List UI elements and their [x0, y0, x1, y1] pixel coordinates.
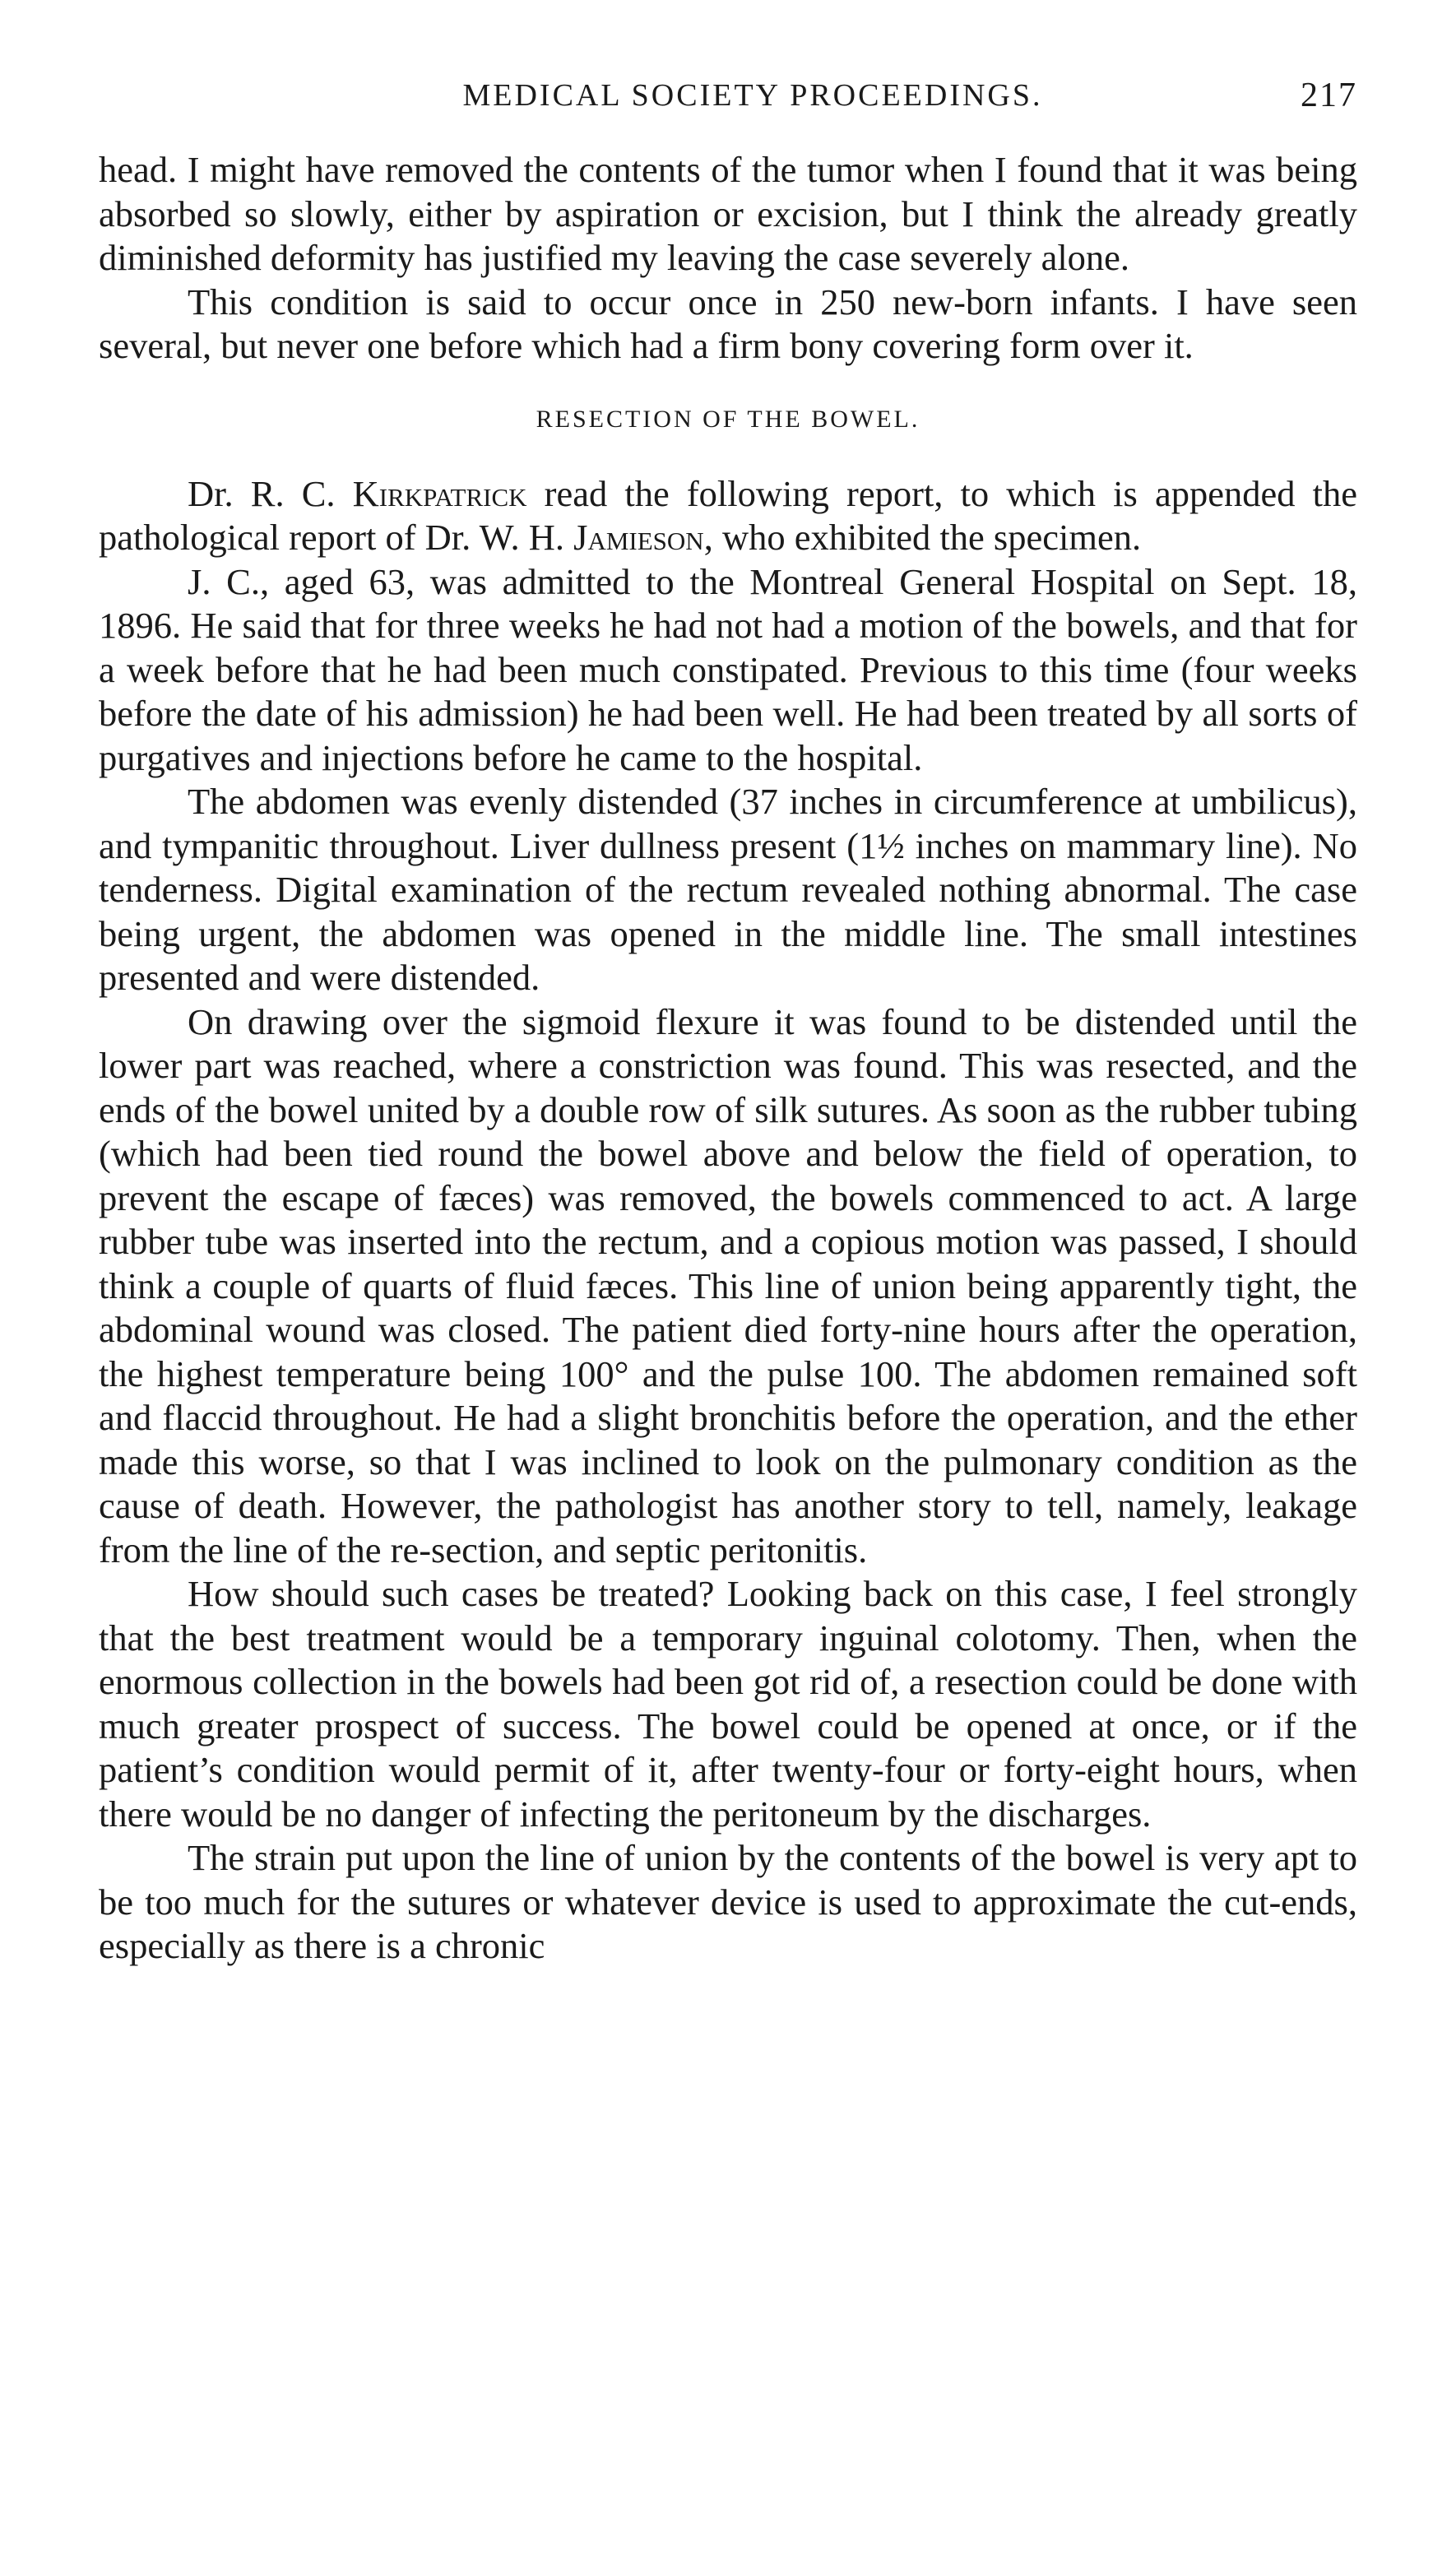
section-paragraph-4: On drawing over the sigmoid flexure it was found to be distended until the lower part was reached, where a constriction was found. This was resected, and the ends of the bowel united by a double row of silk sutures. As soon as the rubber tubing (which had been tied round the bowel above and below the field of operation, to prevent the escape of fæces) was removed, the bowels commenced to act. A large rubber tube was inserted into the rectum, and a copious motion was passed, I should think a couple of quarts of fluid fæces. This line of union being apparently tight, the abdominal wound was closed. The patient died forty-nine hours after the operation, the highest temperature being 100° and the pulse 100. The abdomen remained soft and flaccid throughout. He had a slight bronchitis before the operation, and the ether made this worse, so that I was inclined to look on the pulmonary condition as the cause of death. However, the pathologist has another story to tell, namely, leakage from the line of the re-section, and septic peritonitis.	[99, 1000, 1357, 1570]
section-paragraph-3: The abdomen was evenly distended (37 inches in circumference at umbilicus), and tympanitic throughout. Liver dullness present (1½ inches on mammary line). No tenderness. Digital examination of the rectum revealed nothing abnormal. The case being urgent, the abdomen was opened in the middle line. The small intestines presented and were distended.	[99, 781, 1357, 998]
section-paragraph-6: The strain put upon the line of union by the contents of the bowel is very apt to be too much for the sutures or whatever device is used to approximate the cut-ends, especially as there is a chronic	[99, 1837, 1357, 1966]
section-paragraph-5: How should such cases be treated? Looking back on this case, I feel strongly that the best treatment would be a temporary inguinal colotomy. Then, when the enormous collection in the bowels had been got rid of, a resection could be done with much greater prospect of success. The bowel could be opened at once, or if the patient’s condition would permit of it, after twenty-four or forty-eight hours, when there would be no danger of infecting the peritoneum by the discharges.	[99, 1573, 1357, 1835]
running-title: MEDICAL SOCIETY PROCEEDINGS.	[462, 78, 1043, 113]
pathologist-name: Jamieson	[573, 517, 704, 558]
text-run: , who exhibited the specimen.	[703, 517, 1142, 558]
section-paragraph-1	[99, 472, 1357, 560]
intro-paragraph-2: This condition is said to occur once in 250 new-born infants. I have seen several, but never one before which had a firm bony covering form over it.	[99, 281, 1357, 366]
text-run: read the following report, to which is appended the pathological report of Dr. W. H.	[99, 472, 1357, 558]
section-heading: RESECTION OF THE BOWEL.	[536, 405, 920, 433]
author-name: Kirkpatrick	[352, 472, 527, 514]
running-head	[99, 71, 1357, 120]
section-paragraph-2: J. C., aged 63, was admitted to the Montreal General Hospital on Sept. 18, 1896. He said that for three weeks he had not had a motion of the bowels, and that for a week before that he had been much constipated. Previous to this time (four weeks before the date of his admission) he had been well. He had been treated by all sorts of purgatives and injections before he came to the hospital.	[99, 560, 1357, 778]
page-number: 217	[1301, 77, 1357, 114]
book-page	[99, 71, 1357, 1969]
text-run: Dr. R. C.	[188, 472, 353, 514]
intro-paragraph-1: head. I might have removed the contents of the tumor when I found that it was being absorbed so slowly, either by aspiration or excision, but I think the already greatly diminished deformity has justified my leaving the case severely alone.	[99, 149, 1357, 278]
